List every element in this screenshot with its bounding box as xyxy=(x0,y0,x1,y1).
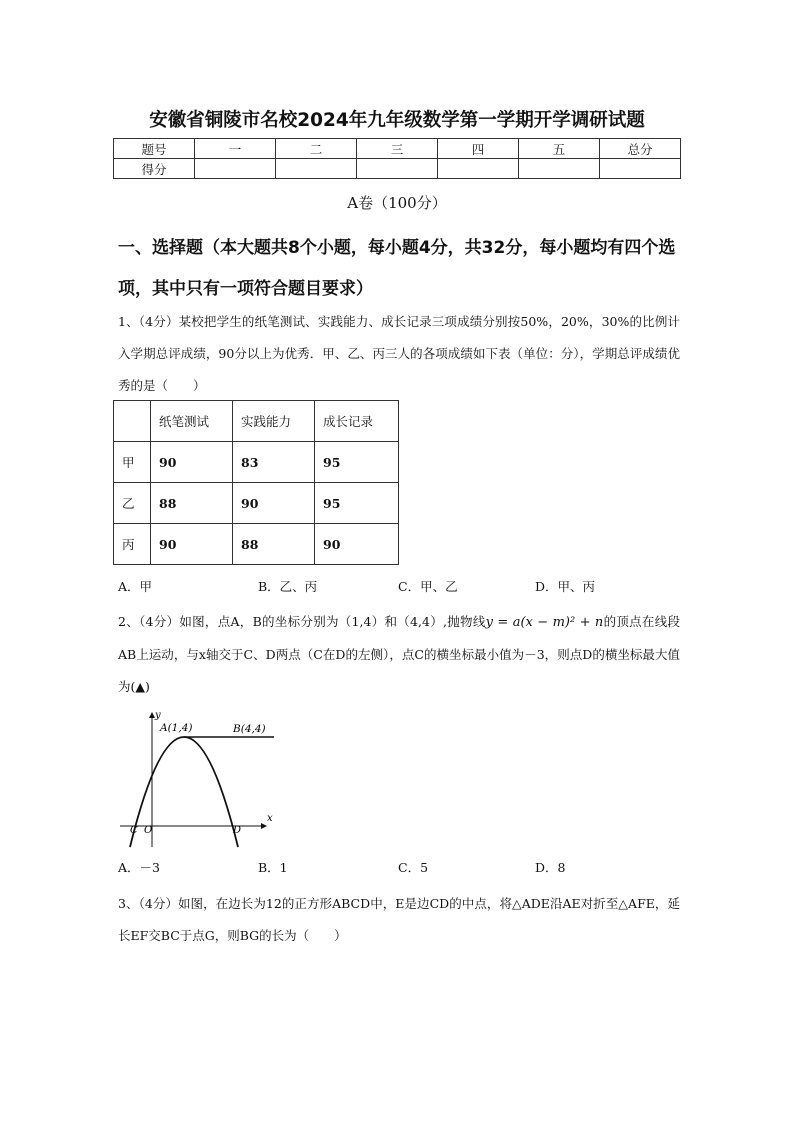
q2-text-after: 的顶点在线段AB上运动，与x轴交于C、D两点（C在D的左侧），点C的横坐标最小值为－3，则点D的横坐标最大值为(▲) xyxy=(118,614,680,694)
point-c-label: C xyxy=(130,825,138,836)
q1-cell: 丙 xyxy=(114,524,151,565)
q1-table-header-row xyxy=(114,401,399,442)
table-row xyxy=(114,524,399,565)
score-cell[interactable] xyxy=(600,159,681,179)
score-header-cell: 题号 xyxy=(114,139,195,159)
q1-option-b[interactable]: B．乙、丙 xyxy=(258,579,318,594)
q1-cell: 88 xyxy=(151,483,233,524)
score-header-cell: 总分 xyxy=(600,139,681,159)
part1-heading: 一、选择题（本大题共8个小题，每小题4分，共32分，每小题均有四个选项，其中只有一项符合题目要求） xyxy=(118,238,676,299)
score-header-cell: 三 xyxy=(357,139,438,159)
table-row xyxy=(114,483,399,524)
score-header-cell: 五 xyxy=(519,139,600,159)
q1-cell: 83 xyxy=(233,442,315,483)
score-table-score-row xyxy=(114,159,681,179)
section-a-title: A卷（100分） xyxy=(347,194,447,212)
point-b-label: B(4,4) xyxy=(233,723,266,735)
q1-cell: 90 xyxy=(151,524,233,565)
q1-cell: 88 xyxy=(233,524,315,565)
parabola-figure xyxy=(118,707,278,849)
q1-cell: 95 xyxy=(315,483,399,524)
q1-header-cell: 成长记录 xyxy=(315,401,399,442)
q1-option-d[interactable]: D．甲、丙 xyxy=(535,579,596,594)
point-a-label: A(1,4) xyxy=(160,722,193,734)
q1-header-cell: 纸笔测试 xyxy=(151,401,233,442)
q1-option-c[interactable]: C．甲、乙 xyxy=(398,579,458,594)
question-1-text: 1、（4分）某校把学生的纸笔测试、实践能力、成长记录三项成绩分别按50%，20%，30%的比例计入学期总评成绩，90分以上为优秀．甲、乙、丙三人的各项成绩如下表（单位：分），学期总评成绩优秀的是（ ） xyxy=(118,314,680,393)
q2-option-b[interactable]: B．1 xyxy=(258,860,288,875)
q1-header-cell xyxy=(114,401,151,442)
exam-title: 安徽省铜陵市名校2024年九年级数学第一学期开学调研试题 xyxy=(149,110,645,131)
q1-option-a[interactable]: A．甲 xyxy=(118,579,153,594)
q2-option-c[interactable]: C．5 xyxy=(398,860,429,875)
score-cell[interactable] xyxy=(195,159,276,179)
score-table-header-row xyxy=(114,139,681,159)
score-cell[interactable] xyxy=(438,159,519,179)
score-header-cell: 一 xyxy=(195,139,276,159)
score-cell[interactable] xyxy=(519,159,600,179)
q2-formula: y = a(x − m)² + n xyxy=(485,615,604,630)
q1-cell: 95 xyxy=(315,442,399,483)
table-row xyxy=(114,442,399,483)
score-cell[interactable] xyxy=(357,159,438,179)
q1-cell: 甲 xyxy=(114,442,151,483)
q1-cell: 90 xyxy=(151,442,233,483)
point-d-label: D xyxy=(233,825,242,836)
x-axis-label: x xyxy=(267,813,273,824)
q2-option-a[interactable]: A．－3 xyxy=(118,860,160,875)
score-table xyxy=(113,138,681,179)
q2-text-before: 2、（4分）如图，点A，B的坐标分别为（1,4）和（4,4）,抛物线 xyxy=(118,614,486,629)
q2-option-d[interactable]: D．8 xyxy=(535,860,566,875)
y-axis-label: y xyxy=(155,710,161,721)
q1-cell: 90 xyxy=(233,483,315,524)
score-cell[interactable] xyxy=(276,159,357,179)
q1-cell: 90 xyxy=(315,524,399,565)
q1-cell: 乙 xyxy=(114,483,151,524)
score-header-cell: 四 xyxy=(438,139,519,159)
q1-score-table xyxy=(113,400,399,565)
q1-header-cell: 实践能力 xyxy=(233,401,315,442)
origin-label: O xyxy=(144,825,153,836)
score-header-cell: 二 xyxy=(276,139,357,159)
score-row-label: 得分 xyxy=(114,159,195,179)
question-3-text: 3、（4分）如图，在边长为12的正方形ABCD中，E是边CD的中点，将△ADE沿AE对折至△AFE，延长EF交BC于点G，则BG的长为（ ） xyxy=(118,896,680,943)
question-2-text xyxy=(118,606,680,703)
